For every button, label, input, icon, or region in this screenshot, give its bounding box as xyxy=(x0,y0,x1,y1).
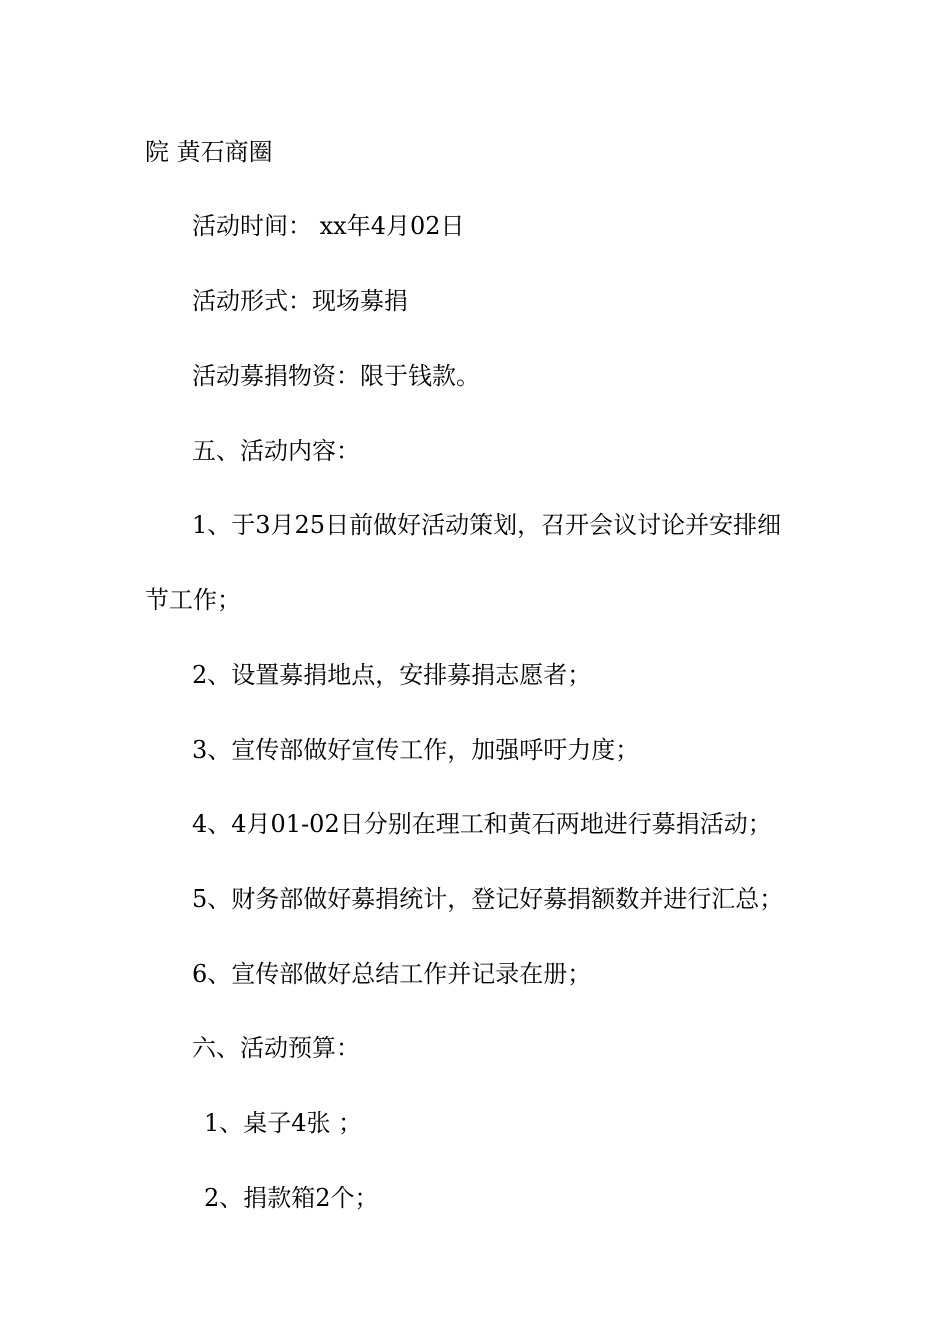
text-line-15: 2、捐款箱2个； xyxy=(204,1184,379,1212)
text-line-14: 1、桌子4张 ； xyxy=(204,1109,363,1137)
text-line-2: 活动时间： xx年4月02日 xyxy=(192,212,465,240)
text-line-12: 6、宣传部做好总结工作并记录在册； xyxy=(192,960,592,988)
text-line-1: 院 黄石商圈 xyxy=(145,138,273,166)
text-line-4: 活动募捐物资：限于钱款。 xyxy=(192,362,480,390)
text-line-11: 5、财务部做好募捐统计，登记好募捐额数并进行汇总； xyxy=(192,885,784,913)
section-heading-activity-budget: 六、活动预算： xyxy=(192,1034,360,1062)
section-heading-activity-content: 五、活动内容： xyxy=(192,437,360,465)
text-line-3: 活动形式：现场募捐 xyxy=(192,287,408,315)
text-line-6: 1、于3月25日前做好活动策划，召开会议讨论并安排细 xyxy=(192,511,782,539)
text-line-8: 2、设置募捐地点，安排募捐志愿者； xyxy=(192,661,592,689)
text-line-10: 4、4月01-02日分别在理工和黄石两地进行募捐活动； xyxy=(192,810,772,838)
text-line-9: 3、宣传部做好宣传工作，加强呼吁力度； xyxy=(192,736,640,764)
text-line-7: 节工作； xyxy=(145,586,241,614)
